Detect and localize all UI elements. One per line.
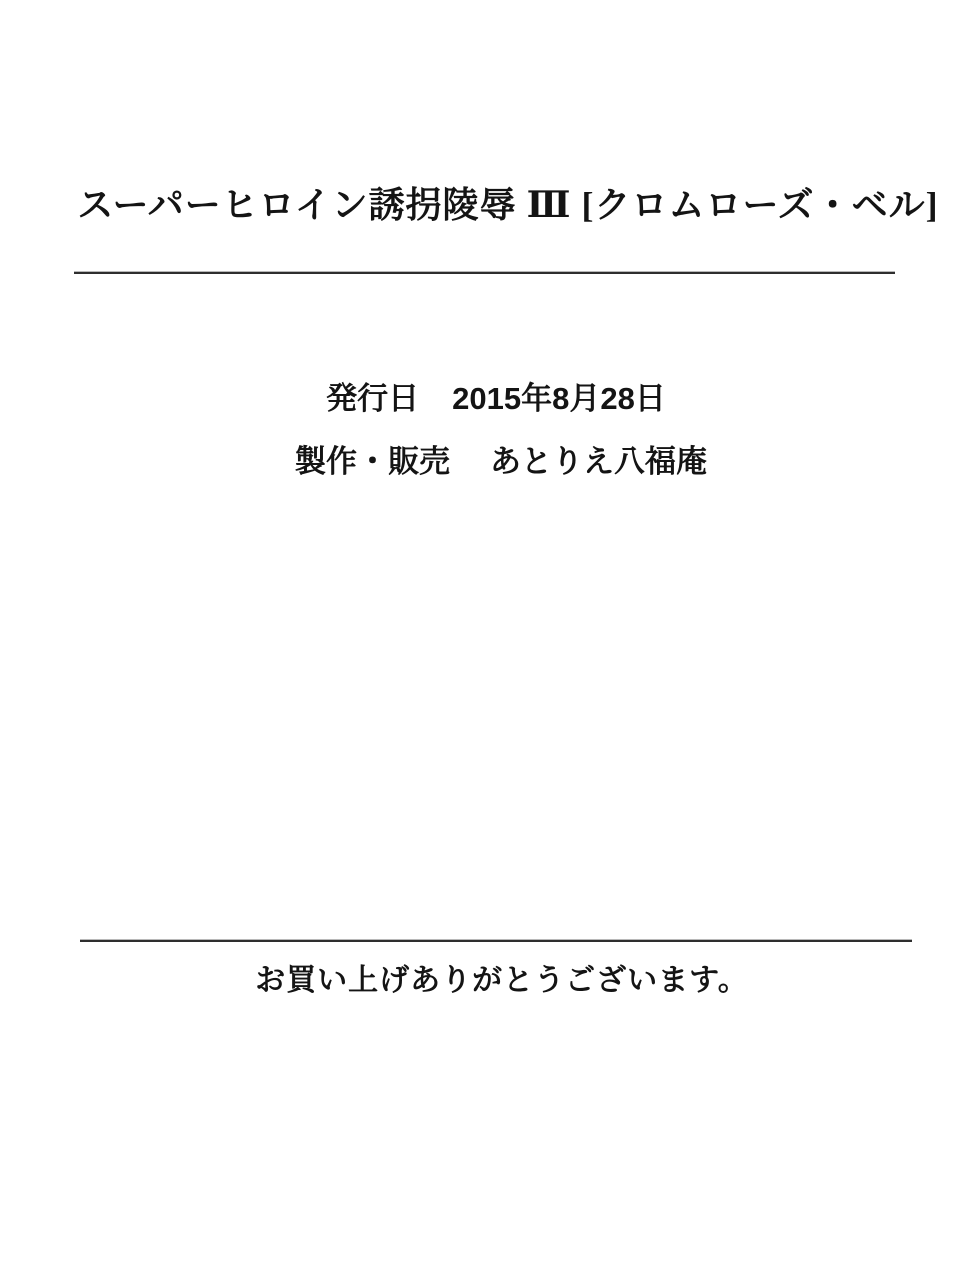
thanks-message: お買い上げありがとうございます。 bbox=[255, 964, 749, 997]
publication-date: 2015年8月28日 bbox=[452, 381, 666, 416]
production-label: 製作・販売 bbox=[295, 444, 450, 479]
page-title: スーパーヒロイン誘拐陵辱 Ⅲ [クロムローズ・ベル] bbox=[77, 185, 939, 225]
bottom-divider bbox=[80, 939, 912, 942]
top-divider bbox=[74, 271, 895, 274]
publication-label: 発行日 bbox=[326, 381, 420, 416]
production-line bbox=[21, 446, 960, 477]
publication-line bbox=[16, 383, 960, 414]
production-name: あとりえ八福庵 bbox=[490, 444, 707, 479]
